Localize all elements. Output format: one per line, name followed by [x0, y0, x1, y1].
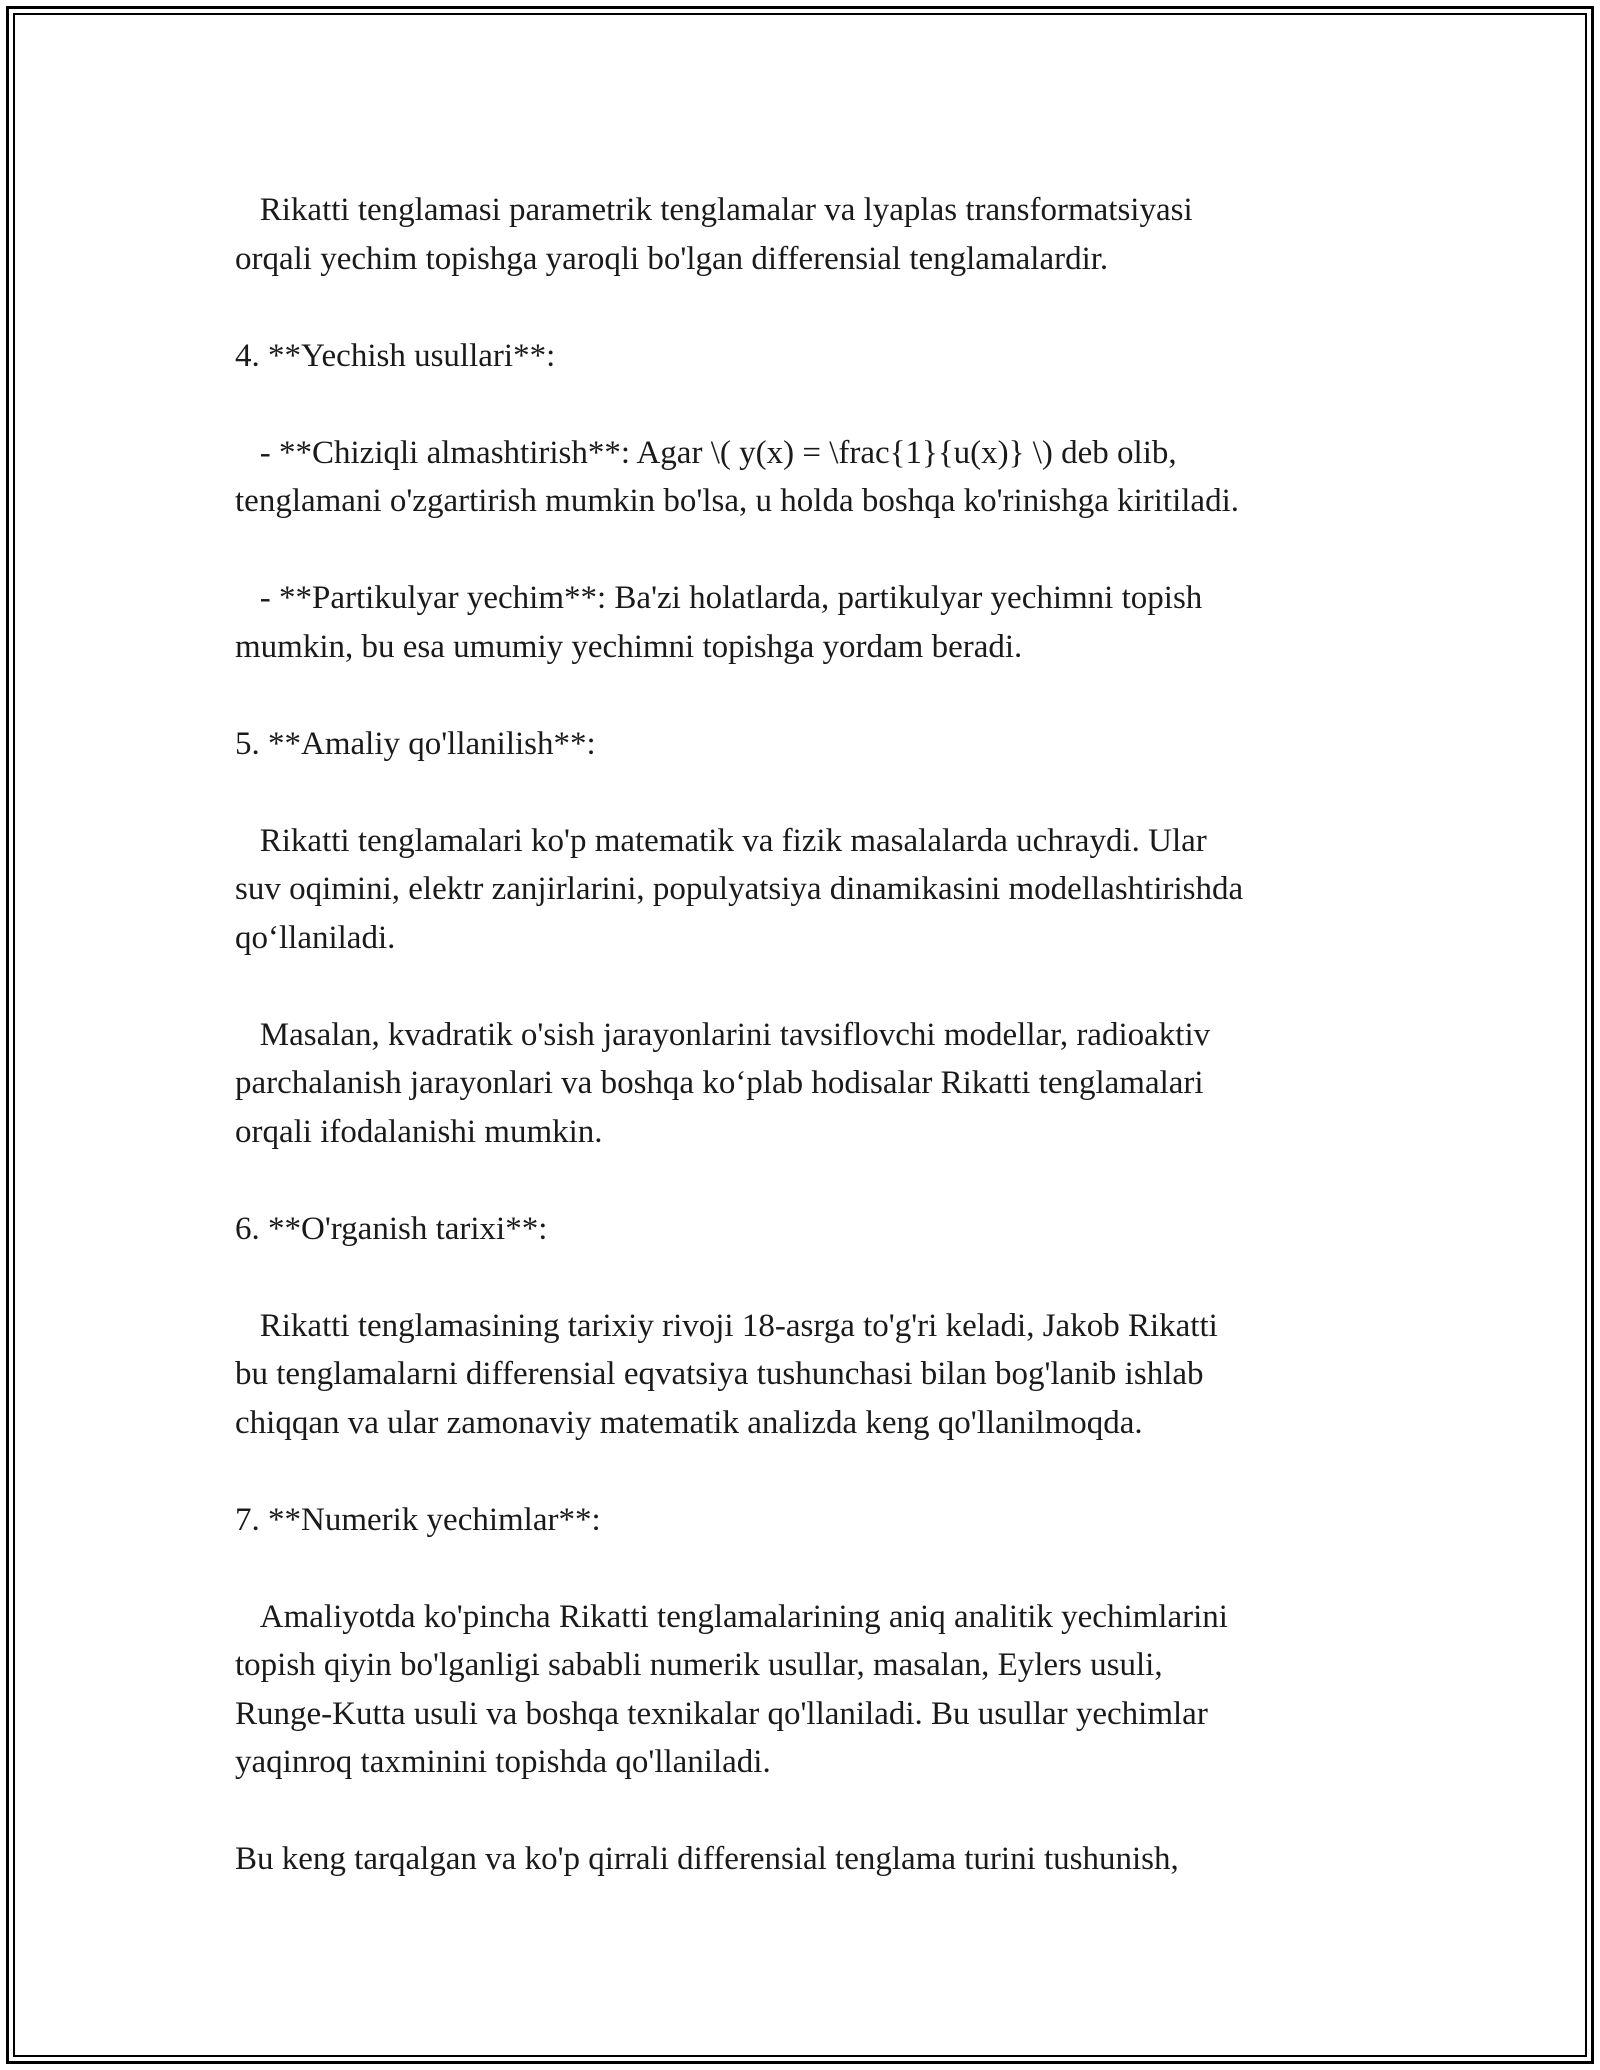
document-body — [235, 186, 1375, 1884]
section-heading-solution-methods: 4. **Yechish usullari**: — [235, 337, 556, 374]
paragraph-history: Rikatti tenglamasining tarixiy rivoji 18-asrga to'g'ri keladi, Jakob Rikatti bu tenglamalarni differensial eqvatsiya tushunchasi bilan bog'lanib ishlab chiqqan va ular zamonaviy matematik analizda keng qo'llanilmoqda. — [235, 1307, 1218, 1441]
list-item-linear-substitution: - **Chiziqli almashtirish**: Agar \( y(x) = \frac{1}{u(x)} \) deb olib, tenglamani o'zgartirish mumkin bo'lsa, u holda boshqa ko'rinishga kiritiladi. — [235, 434, 1240, 519]
section-heading-numerical-solutions: 7. **Numerik yechimlar**: — [235, 1501, 601, 1538]
paragraph-examples: Masalan, kvadratik o'sish jarayonlarini tavsiflovchi modellar, radioaktiv parchalanish jarayonlari va boshqa ko‘plab hodisalar Rikatti tenglamalari orqali ifodalanishi mumkin. — [235, 1016, 1211, 1150]
paragraph-numerical-solutions: Amaliyotda ko'pincha Rikatti tenglamalarining aniq analitik yechimlarini topish qiyin bo'lganligi sababli numerik usullar, masalan, Eylers usuli, Runge-Kutta usuli va boshqa texnikalar qo'llaniladi. Bu usullar yechimlar yaqinroq taxminini topishda qo'llaniladi. — [235, 1598, 1228, 1780]
section-heading-applications: 5. **Amaliy qo'llanilish**: — [235, 725, 596, 762]
list-item-particular-solution: - **Partikulyar yechim**: Ba'zi holatlarda, partikulyar yechimni topish mumkin, bu esa umumiy yechimni topishga yordam beradi. — [235, 580, 1203, 665]
section-heading-history: 6. **O'rganish tarixi**: — [235, 1210, 548, 1247]
paragraph-applications: Rikatti tenglamalari ko'p matematik va fizik masalalarda uchraydi. Ular suv oqimini, elektr zanjirlarini, populyatsiya dinamikasini modellashtirishda qo‘llaniladi. — [235, 822, 1244, 956]
paragraph-closing: Bu keng tarqalgan va ko'p qirrali differensial tenglama turini tushunish, — [235, 1841, 1179, 1877]
paragraph-intro: Rikatti tenglamasi parametrik tenglamalar va lyaplas transformatsiyasi orqali yechim topishga yaroqli bo'lgan differensial tenglamalardir. — [235, 192, 1193, 277]
